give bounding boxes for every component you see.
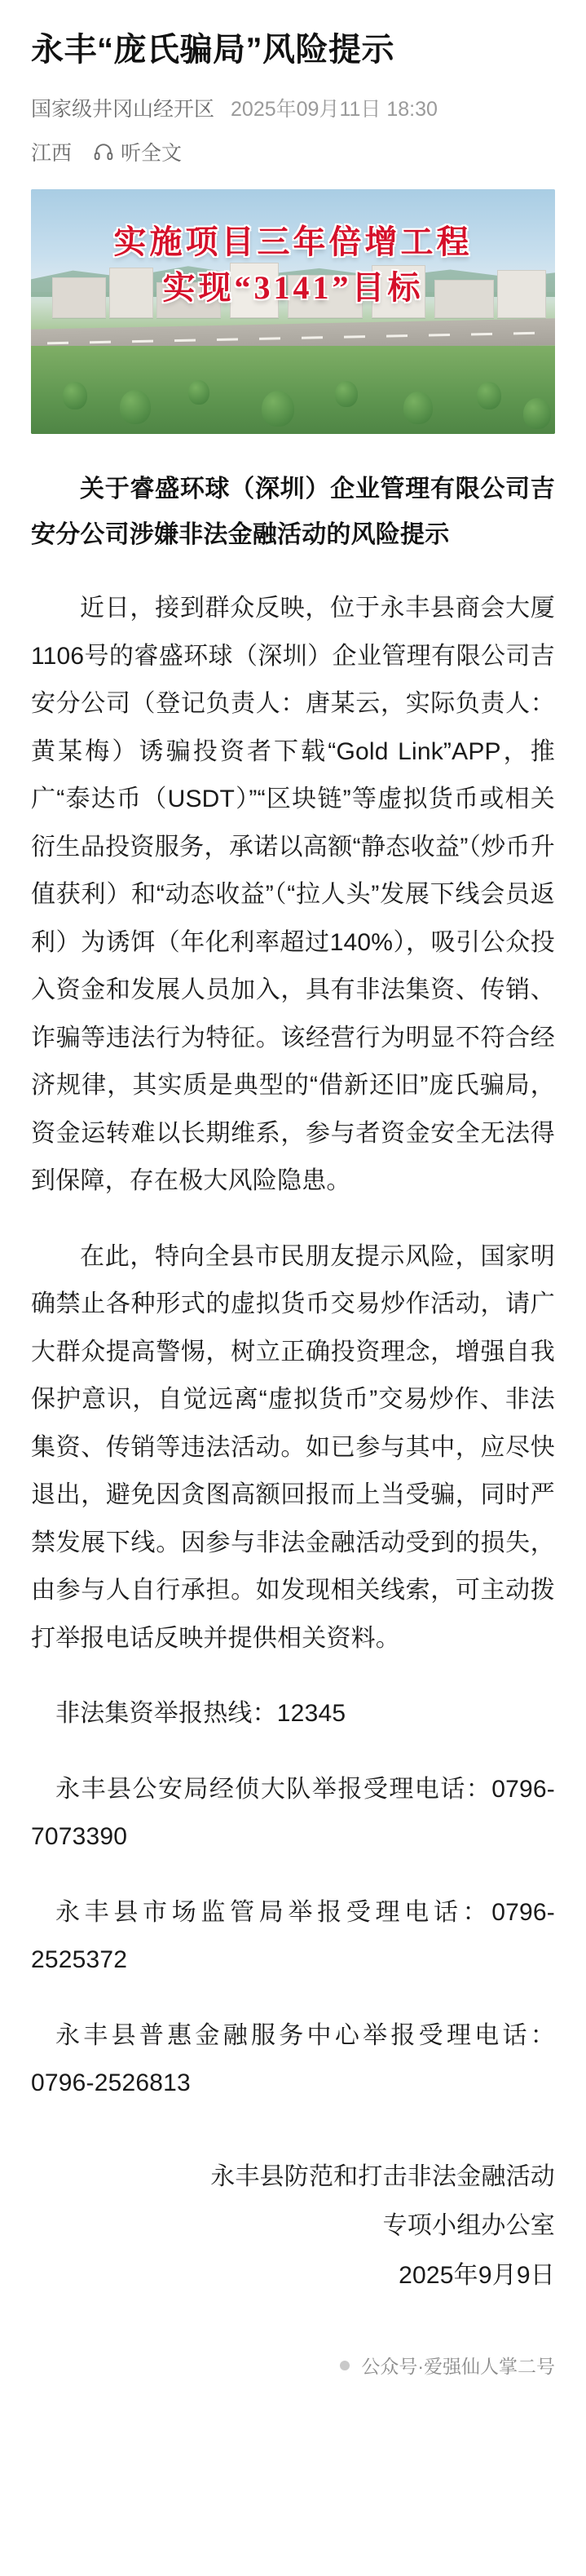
hotline-item-1: 非法集资举报热线：12345 bbox=[55, 1700, 346, 1727]
hero-banner-line1: 实施项目三年倍增工程 bbox=[113, 224, 473, 260]
hero-banner-line2: 实现“3141”目标 bbox=[162, 269, 424, 306]
hotline-item-4: 永丰县普惠金融服务中心举报受理电话：0796-2526813 bbox=[31, 2021, 555, 2096]
signature-block bbox=[31, 2153, 555, 2300]
hero-tree bbox=[403, 392, 433, 424]
hero-tree bbox=[335, 381, 358, 407]
signature-org: 永丰县防范和打击非法金融活动 bbox=[210, 2162, 555, 2190]
article-meta bbox=[0, 93, 586, 122]
footer-account-bar[interactable] bbox=[0, 2334, 586, 2400]
listen-full-text-label: 听全文 bbox=[121, 142, 183, 165]
signature-date: 2025年9月9日 bbox=[399, 2261, 555, 2289]
page-title: 永丰“庞氏骗局”风险提示 bbox=[31, 32, 394, 68]
document-title: 关于睿盛环球（深圳）企业管理有限公司吉安分公司涉嫌非法金融活动的风险提示 bbox=[31, 476, 555, 548]
article-meta-secondary bbox=[0, 137, 586, 166]
hero-tree bbox=[120, 390, 151, 424]
hero-tree bbox=[262, 391, 294, 427]
bottom-spacer bbox=[0, 2400, 586, 2408]
hero-tree bbox=[523, 398, 551, 429]
hero-tree bbox=[188, 380, 209, 405]
hero-banner-text bbox=[31, 217, 555, 316]
document-paragraph-2: 在此，特向全县市民朋友提示风险，国家明确禁止各种形式的虚拟货币交易炒作活动，请广大群众提高警惕，树立正确投资理念，增强自我保护意识，自觉远离“虚拟货币”交易炒作、非法集资、传销等违法活动。如已参与其中，应尽快退出，避免因贪图高额回报而上当受骗，同时严禁发展下线。因参与非法金融活动受到的损失，由参与人自行承担。如发现相关线索，可主动拨打举报电话反映并提供相关资料。 bbox=[31, 1242, 555, 1652]
listen-full-text-button[interactable] bbox=[93, 137, 182, 166]
hero-tree bbox=[63, 382, 87, 409]
signature-office: 专项小组办公室 bbox=[382, 2212, 555, 2239]
hotline-item-3: 永丰县市场监管局举报受理电话：0796-2525372 bbox=[31, 1898, 555, 1973]
meta-timestamp: 2025年09月11日 18:30 bbox=[231, 98, 438, 121]
hero-tree bbox=[477, 382, 501, 409]
meta-source: 国家级井冈山经开区 bbox=[31, 98, 215, 121]
account-avatar-icon bbox=[340, 2361, 350, 2370]
headphone-icon bbox=[93, 141, 114, 162]
hero-greenery bbox=[31, 346, 555, 434]
hotline-item-2: 永丰县公安局经侦大队举报受理电话：0796-7073390 bbox=[31, 1775, 555, 1850]
article-page bbox=[0, 28, 586, 2576]
footer-account-label: 公众号·爱强仙人掌二号 bbox=[361, 2356, 555, 2377]
hero-image bbox=[31, 189, 555, 434]
document-paragraph-1: 近日，接到群众反映，位于永丰县商会大厦1106号的睿盛环球（深圳）企业管理有限公司吉安分公司（登记负责人：唐某云，实际负责人：黄某梅）诱骗投资者下载“Gold Link”APP，推广“泰达币（USDT）”“区块链”等虚拟货币或相关衍生品投资服务，承诺以高额“静态收益”（炒币升值获利）和“动态收益”（“拉人头”发展下线会员返利）为诱饵（年化利率超过140%），吸引公众投入资金和发展人员加入，具有非法集资、传销、诈骗等违法行为特征。该经营行为明显不符合经济规律，其实质是典型的“借新还旧”庞氏骗局，资金运转难以长期维系，参与者资金安全无法得到保障，存在极大风险隐患。 bbox=[31, 595, 555, 1194]
meta-region: 江西 bbox=[31, 142, 73, 165]
